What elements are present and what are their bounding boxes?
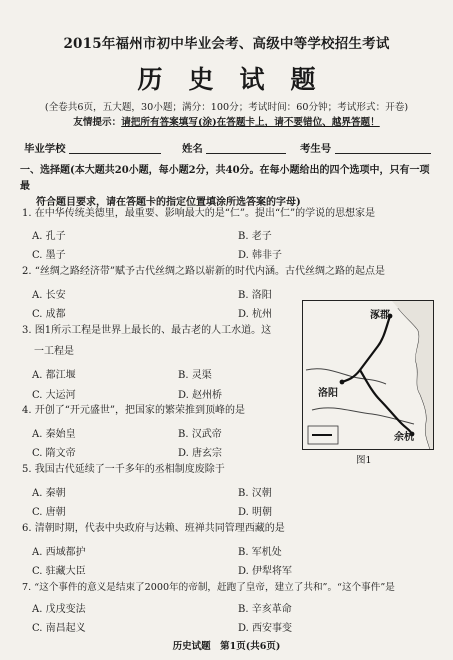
map-label-zhuojun: 涿郡 [370,310,390,321]
option-a: A. 孔子 [32,231,66,242]
option-a: A. 都江堰 [32,370,76,381]
exam-no-field[interactable] [300,140,431,155]
name-field[interactable] [182,140,286,155]
option-c: C. 南昌起义 [32,623,86,634]
exam-info: (全卷共6页，五大题，30小题；满分：100分；考试时间：60分钟；考试形式：开卷) [44,102,409,113]
option-c: C. 大运河 [32,390,76,401]
school-line [69,142,161,154]
question-6 [22,522,285,536]
question-stem: 6. 清朝时期，代表中央政府与达赖、班禅共同管理西藏的是 [22,523,285,534]
question-5 [22,463,225,477]
option-b: B. 汉武帝 [178,429,222,440]
subject-title: 历史试题 [137,65,342,94]
question-1 [22,207,375,221]
option-c: C. 驻藏大臣 [32,566,86,577]
map-label-yuhang: 余杭 [394,432,414,443]
option-d: D. 韩非子 [238,250,283,261]
question-4 [22,404,245,418]
section-title: 一、选择题(本大题共20小题，每小题2分，共40分。在每小题给出的四个选项中，只有一项最 [20,165,430,192]
option-a: A. 西域都护 [32,547,86,558]
option-d: D. 西安事变 [238,623,293,634]
section-instructions [20,163,438,211]
option-d: D. 赵州桥 [178,390,223,401]
name-line [206,142,286,154]
option-b: B. 军机处 [238,547,282,558]
option-b: B. 灵渠 [178,370,212,381]
option-a: A. 秦朝 [32,488,66,499]
section-title-cont: 符合题目要求，请在答题卡的指定位置填涂所选答案的字母) [36,197,301,208]
question-3 [22,324,271,338]
option-d: D. 杭州 [238,309,273,320]
question-7 [22,581,395,595]
option-c: C. 唐朝 [32,507,66,518]
question-stem: 7. “这个事件的意义是结束了2000年的帝制，赶跑了皇帝，建立了共和”。“这个事件”是 [22,582,395,593]
option-d: D. 唐玄宗 [178,448,223,459]
option-d: D. 伊犁将军 [238,566,293,577]
question-stem: 4. 开创了“开元盛世”，把国家的繁荣推到顶峰的是 [22,405,245,416]
page-footer: 历史试题 第1页(共6页) [172,641,281,652]
option-d: D. 明朝 [238,507,273,518]
question-stem: 1. 在中华传统美德里，最重要、影响最大的是“仁”。提出“仁”的学说的思想家是 [22,208,376,219]
question-2 [22,265,385,279]
question-stem-cont: 一工程是 [34,346,74,357]
exam-no-label: 考生号 [300,143,332,155]
grand-canal-map [302,300,434,450]
option-c: C. 墨子 [32,250,66,261]
option-b: B. 洛阳 [238,290,272,301]
exam-title: 2015年福州市初中毕业会考、高级中等学校招生考试 [63,36,390,52]
option-a: A. 戊戌变法 [32,604,86,615]
option-c: C. 成都 [32,309,66,320]
notice-text: 请把所有答案填写(涂)在答题卡上，请不要错位、越界答题！ [121,117,380,128]
option-a: A. 长安 [32,290,66,301]
option-b: B. 辛亥革命 [238,604,292,615]
school-field[interactable] [24,140,161,155]
notice-label: 友情提示： [73,117,122,128]
option-a: A. 秦始皇 [32,429,76,440]
notice [0,114,453,128]
option-b: B. 汉朝 [238,488,272,499]
option-b: B. 老子 [238,231,272,242]
map-label-luoyang: 洛阳 [318,388,338,399]
exam-no-line [335,142,431,154]
name-label: 姓名 [182,143,203,155]
question-3-cont [34,345,74,359]
school-label: 毕业学校 [24,143,66,155]
figure-caption: 图1 [356,455,372,466]
question-stem: 5. 我国古代延续了一千多年的丞相制度废除于 [22,464,225,475]
question-stem: 3. 图1所示工程是世界上最长的、最古老的人工水道。这 [22,325,272,336]
option-c: C. 隋文帝 [32,448,76,459]
question-stem: 2. “丝绸之路经济带”赋予古代丝绸之路以崭新的时代内涵。古代丝绸之路的起点是 [22,266,385,277]
